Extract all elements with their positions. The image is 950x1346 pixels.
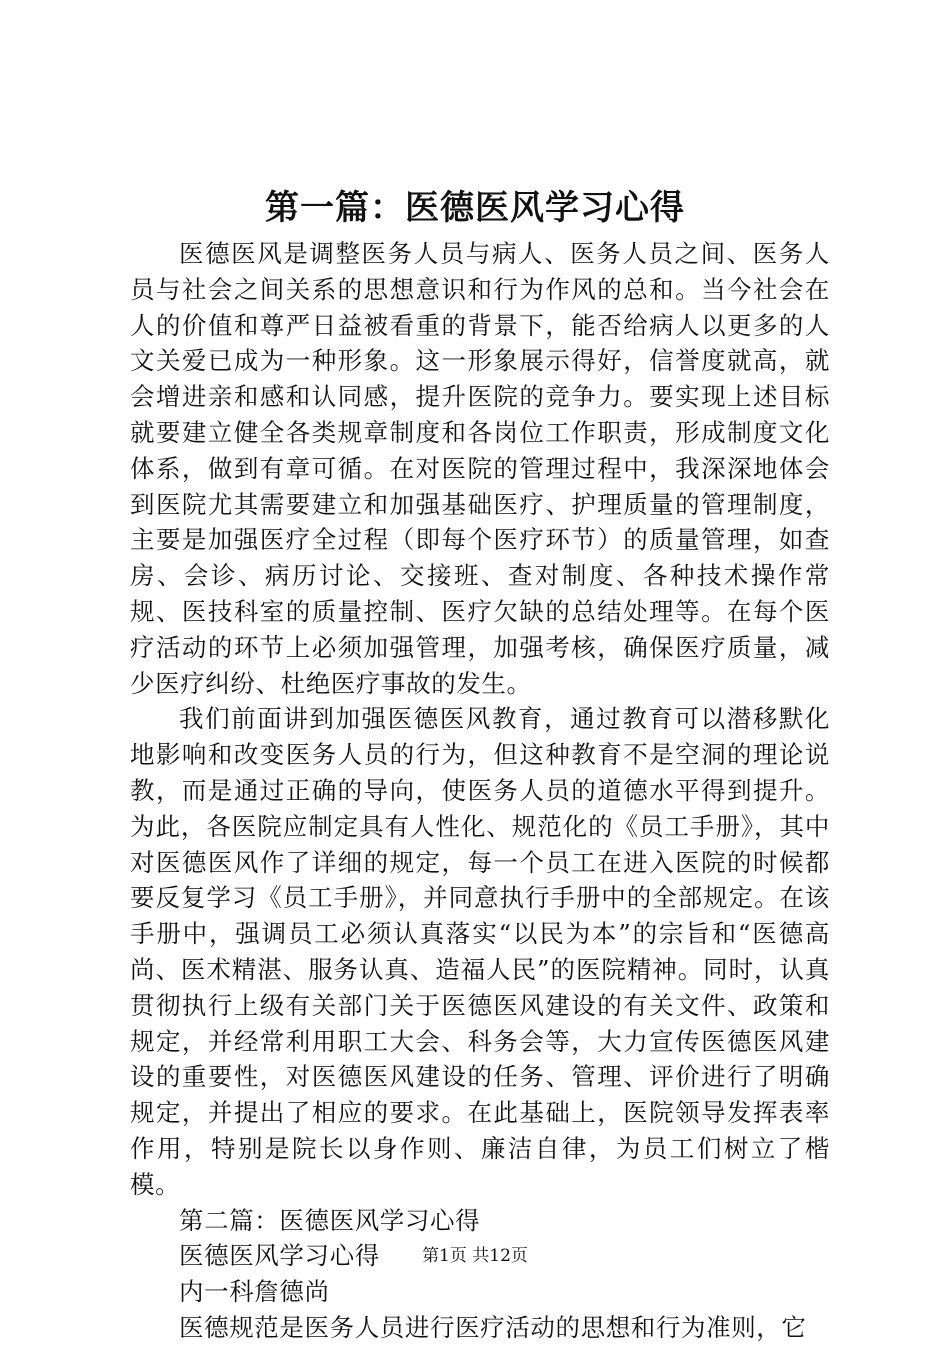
paragraph-1: 医德医风是调整医务人员与病人、医务人员之间、医务人员与社会之间关系的思想意识和行为作风的总和。当今社会在人的价值和尊严日益被看重的背景下，能否给病人以更多的人文关爱已成为一种形象。这一形象展示得好，信誉度就高，就会增进亲和感和认同感，提升医院的竞争力。要实现上述目标就要建立健全各类规章制度和各岗位工作职责，形成制度文化体系，做到有章可循。在对医院的管理过程中，我深深地体会到医院尤其需要建立和加强基础医疗、护理质量的管理制度，主要是加强医疗全过程（即每个医疗环节）的质量管理，如查房、会诊、病历讨论、交接班、查对制度、各种技术操作常规、医技科室的质量控制、医疗欠缺的总结处理等。在每个医疗活动的环节上必须加强管理，加强考核，确保医疗质量，减少医疗纠纷、杜绝医疗事故的发生。 [130,239,830,698]
paragraph-3: 医德规范是医务人员进行医疗活动的思想和行为准则，它 [179,1312,807,1342]
page-footer: 第1页 共12页 [422,1246,528,1266]
paragraph-2: 我们前面讲到加强医德医风教育，通过教育可以潜移默化地影响和改变医务人员的行为，但这种教育不是空洞的理论说教，而是通过正确的导向，使医务人员的道德水平得到提升。为此，各医院应制定具有人性化、规范化的《员工手册》，其中对医德医风作了详细的规定，每一个员工在进入医院的时候都要反复学习《员工手册》，并同意执行手册中的全部规定。在该手册中，强调员工必须认真落实“以民为本”的宗旨和“医德高尚、医术精湛、服务认真、造福人民”的医院精神。同时，认真贯彻执行上级有关部门关于医德医风建设的有关文件、政策和规定，并经常利用职工大会、科务会等，大力宣传医德医风建设的重要性，对医德医风建设的任务、管理、评价进行了明确规定，并提出了相应的要求。在此基础上，医院领导发挥表率作用，特别是院长以身作则、廉洁自律，为员工们树立了楷模。 [130,704,830,1199]
second-article-heading: 第二篇：医德医风学习心得 [179,1205,481,1235]
author-line: 内一科詹德尚 [179,1277,330,1307]
second-article-subtitle: 医德医风学习心得 [179,1241,380,1271]
document-body [130,236,830,1346]
page-title: 第一篇：医德医风学习心得 [265,188,685,228]
